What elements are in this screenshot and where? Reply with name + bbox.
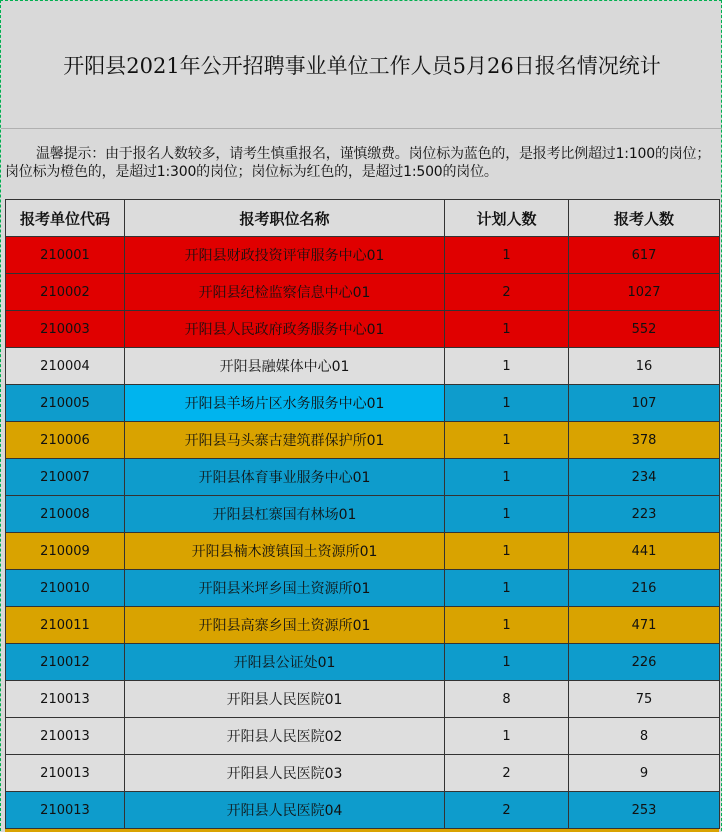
cell-unit-code[interactable]: 210006 — [6, 422, 125, 459]
header-unit-code[interactable]: 报考单位代码 — [6, 200, 125, 237]
cell-applicant-count[interactable]: 378 — [569, 422, 720, 459]
cell-applicant-count[interactable]: 223 — [569, 496, 720, 533]
cell-position-name[interactable]: 开阳县人民医院04 — [125, 792, 445, 829]
page-title: 开阳县2021年公开招聘事业单位工作人员5月26日报名情况统计 — [1, 1, 722, 129]
table-row — [6, 792, 720, 829]
table-header-row — [6, 200, 720, 237]
cell-position-name[interactable]: 开阳县人民医院02 — [125, 718, 445, 755]
cell-position-name[interactable]: 开阳县财政投资评审服务中心01 — [125, 237, 445, 274]
cell-unit-code[interactable]: 210007 — [6, 459, 125, 496]
cell-planned-count[interactable]: 1 — [445, 496, 569, 533]
cell-position-name[interactable]: 开阳县纪检监察信息中心01 — [125, 274, 445, 311]
header-planned-count[interactable]: 计划人数 — [445, 200, 569, 237]
cell-planned-count[interactable]: 1 — [445, 422, 569, 459]
cell-unit-code[interactable]: 210001 — [6, 237, 125, 274]
table-row — [6, 607, 720, 644]
table-row — [6, 311, 720, 348]
cell-unit-code[interactable]: 210003 — [6, 311, 125, 348]
cell-planned-count[interactable]: 1 — [445, 533, 569, 570]
cell-position-name[interactable]: 开阳县人民政府政务服务中心01 — [125, 311, 445, 348]
cell-unit-code[interactable]: 210008 — [6, 496, 125, 533]
cell-applicant-count[interactable]: 441 — [569, 533, 720, 570]
cell-unit-code[interactable]: 210013 — [6, 792, 125, 829]
table-row — [6, 422, 720, 459]
cell-planned-count[interactable]: 1 — [445, 718, 569, 755]
cell-applicant-count[interactable]: 9 — [569, 755, 720, 792]
cell-unit-code[interactable]: 210002 — [6, 274, 125, 311]
table-row — [6, 496, 720, 533]
table-row — [6, 274, 720, 311]
cell-planned-count[interactable]: 2 — [445, 792, 569, 829]
cell-planned-count[interactable]: 1 — [445, 644, 569, 681]
cell-unit-code[interactable]: 210004 — [6, 348, 125, 385]
table-row — [6, 237, 720, 274]
cell-applicant-count[interactable]: 234 — [569, 459, 720, 496]
cell-planned-count[interactable]: 2 — [445, 755, 569, 792]
table-row — [6, 644, 720, 681]
cell-applicant-count[interactable]: 1027 — [569, 274, 720, 311]
cell-planned-count[interactable]: 2 — [445, 274, 569, 311]
cell-position-name[interactable]: 开阳县杠寨国有林场01 — [125, 496, 445, 533]
cell-applicant-count[interactable]: 107 — [569, 385, 720, 422]
cell-unit-code[interactable]: 210005 — [6, 385, 125, 422]
cell-applicant-count[interactable]: 552 — [569, 311, 720, 348]
cell-position-name[interactable]: 开阳县人民医院03 — [125, 755, 445, 792]
cell-position-name[interactable]: 开阳县羊场片区水务服务中心01 — [125, 385, 445, 422]
cell-planned-count[interactable]: 1 — [445, 607, 569, 644]
table-row — [6, 533, 720, 570]
cell-applicant-count[interactable]: 16 — [569, 348, 720, 385]
cell-position-name[interactable]: 开阳县米坪乡国土资源所01 — [125, 570, 445, 607]
cell-unit-code[interactable]: 210011 — [6, 607, 125, 644]
cell-planned-count[interactable]: 1 — [445, 237, 569, 274]
cell-planned-count[interactable]: 1 — [445, 348, 569, 385]
header-position-name[interactable]: 报考职位名称 — [125, 200, 445, 237]
cell-unit-code[interactable]: 210009 — [6, 533, 125, 570]
cell-position-name[interactable]: 开阳县高寨乡国土资源所01 — [125, 607, 445, 644]
table-row — [6, 718, 720, 755]
table-row — [6, 755, 720, 792]
table-row — [6, 385, 720, 422]
cell-position-name[interactable]: 开阳县公证处01 — [125, 644, 445, 681]
table-row — [6, 681, 720, 718]
table-row — [6, 570, 720, 607]
cell-applicant-count[interactable]: 253 — [569, 792, 720, 829]
cell-applicant-count[interactable]: 471 — [569, 607, 720, 644]
notice-text: 温馨提示：由于报名人数较多，请考生慎重报名，谨慎缴费。岗位标为蓝色的，是报考比例超过1:100的岗位；岗位标为橙色的，是超过1:300的岗位；岗位标为红色的，是超过1:500的岗位。 — [5, 146, 711, 180]
cell-position-name[interactable]: 开阳县马头寨古建筑群保护所01 — [125, 422, 445, 459]
cell-planned-count[interactable]: 8 — [445, 681, 569, 718]
cell-planned-count[interactable]: 1 — [445, 385, 569, 422]
cell-planned-count[interactable]: 1 — [445, 311, 569, 348]
registration-table — [5, 199, 720, 829]
cell-unit-code[interactable]: 210013 — [6, 718, 125, 755]
header-applicant-count[interactable]: 报考人数 — [569, 200, 720, 237]
cell-unit-code[interactable]: 210012 — [6, 644, 125, 681]
cell-planned-count[interactable]: 1 — [445, 459, 569, 496]
table-row — [6, 348, 720, 385]
cell-applicant-count[interactable]: 75 — [569, 681, 720, 718]
cell-unit-code[interactable]: 210013 — [6, 681, 125, 718]
cell-position-name[interactable]: 开阳县人民医院01 — [125, 681, 445, 718]
table-row-partial — [5, 828, 719, 832]
cell-applicant-count[interactable]: 617 — [569, 237, 720, 274]
cell-position-name[interactable]: 开阳县体育事业服务中心01 — [125, 459, 445, 496]
cell-applicant-count[interactable]: 216 — [569, 570, 720, 607]
cell-unit-code[interactable]: 210013 — [6, 755, 125, 792]
cell-applicant-count[interactable]: 226 — [569, 644, 720, 681]
cell-position-name[interactable]: 开阳县楠木渡镇国土资源所01 — [125, 533, 445, 570]
cell-unit-code[interactable]: 210010 — [6, 570, 125, 607]
cell-planned-count[interactable]: 1 — [445, 570, 569, 607]
table-row — [6, 459, 720, 496]
cell-position-name[interactable]: 开阳县融媒体中心01 — [125, 348, 445, 385]
cell-applicant-count[interactable]: 8 — [569, 718, 720, 755]
